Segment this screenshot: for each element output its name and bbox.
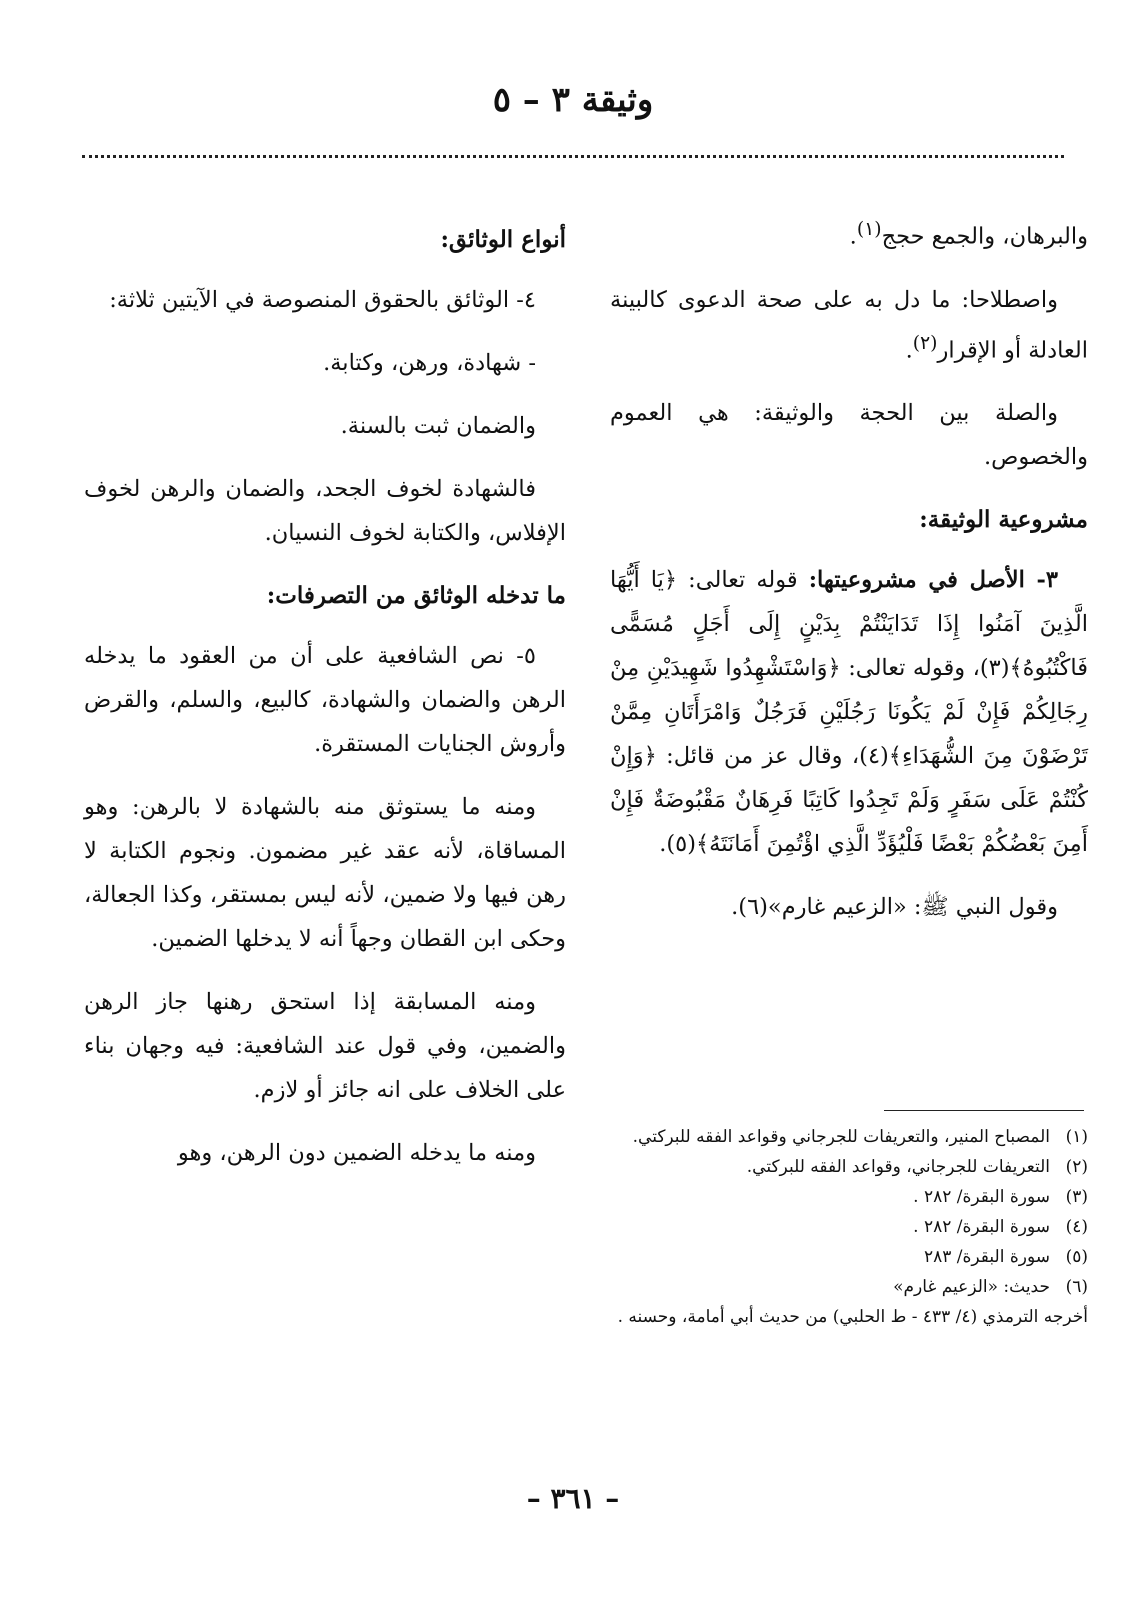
page-title: وثيقة ٣ – ٥: [492, 80, 654, 120]
quran-verses: قوله تعالى: ﴿يَا أَيُّهَا الَّذِينَ آمَنُوا إِذَا تَدَايَنْتُمْ بِدَيْنٍ إِلَى أَجَلٍ مُسَمًّى فَاكْتُبُوهُ﴾(٣)، وقوله تعالى: ﴿وَاسْتَشْهِدُوا شَهِيدَيْنِ مِنْ رِجَالِكُمْ فَإِنْ لَمْ يَكُونَا رَجُلَيْنِ فَرَجُلٌ وَامْرَأَتَانِ مِمَّنْ تَرْضَوْنَ مِنَ الشُّهَدَاءِ﴾(٤)، وقال عز من قائل: ﴿وَإِنْ كُنْتُمْ عَلَى سَفَرٍ وَلَمْ تَجِدُوا كَاتِبًا فَرِهَانٌ مَقْبُوضَةٌ فَإِنْ أَمِنَ بَعْضُكُمْ بَعْضًا فَلْيُؤَدِّ الَّذِي اؤْتُمِنَ أَمَانَتَهُ﴾(٥).: [610, 567, 1088, 857]
footnote-item: [610, 1242, 1088, 1272]
footnote-text: المصباح المنير، والتعريفات للجرجاني وقواعد الفقه للبركتي.: [632, 1127, 1050, 1147]
footnotes: [610, 1122, 1088, 1332]
paragraph-lead: ٣- الأصل في مشروعيتها:: [808, 567, 1058, 593]
paragraph: فالشهادة لخوف الجحد، والضمان والرهن لخوف الإفلاس، والكتابة لخوف النسيان.: [84, 476, 566, 546]
section-heading: مشروعية الوثيقة:: [919, 506, 1088, 533]
footnote-item: [610, 1122, 1088, 1152]
header-divider: [82, 155, 1064, 158]
footnote-number: (٢): [1065, 1157, 1088, 1177]
text: والبرهان، والجمع حجج: [881, 223, 1088, 250]
footnote-text: التعريفات للجرجاني، وقواعد الفقه للبركتي.: [746, 1157, 1050, 1177]
footnote-continuation: أخرجه الترمذي (٤/ ٤٣٣ - ط الحلبي) من حديث أبي أمامة، وحسنه .: [617, 1307, 1088, 1327]
page-number: – ٣٦١ –: [526, 1482, 620, 1515]
footnote-item: [610, 1182, 1088, 1212]
footnote-divider: [884, 1110, 1084, 1111]
section-heading: أنواع الوثائق:: [440, 226, 566, 253]
paragraph: [610, 278, 1088, 373]
right-column: [610, 208, 1088, 948]
footnote-ref[interactable]: (٢): [912, 332, 938, 354]
paragraph: ٥- نص الشافعية على أن من العقود ما يدخله الرهن والضمان والشهادة، كالبيع، والسلم، والقرض وأروش الجنايات المستقرة.: [84, 643, 566, 757]
text: .: [849, 223, 857, 250]
footnote-number: (٤): [1065, 1217, 1088, 1237]
footnote-item: [610, 1152, 1088, 1182]
paragraph: والضمان ثبت بالسنة.: [340, 413, 536, 439]
footnote-number: (٣): [1065, 1187, 1088, 1207]
footnote-number: (١): [1065, 1127, 1088, 1147]
footnote-number: (٦): [1065, 1277, 1088, 1297]
paragraph: [610, 208, 1088, 259]
footnote-item: [610, 1272, 1088, 1302]
footnote-item: [610, 1212, 1088, 1242]
text: واصطلاحا: ما دل به على صحة الدعوى كالبينة العادلة أو الإقرار: [610, 286, 1088, 363]
footnote-text: سورة البقرة/ ٢٨٢ .: [913, 1217, 1050, 1237]
paragraph: وقول النبي ﷺ: «الزعيم غارم»(٦).: [731, 894, 1058, 920]
paragraph: ومنه ما يستوثق منه بالشهادة لا بالرهن: وهو المساقاة، لأنه عقد غير مضمون. ونجوم الكتابة لا رهن فيها ولا ضمين، لأنه ليس بمستقر، وكذا الجعالة، وحكى ابن القطان وجهاً أنه لا يدخلها الضمين.: [84, 794, 566, 952]
text: .: [905, 337, 913, 363]
left-column: [84, 218, 566, 1194]
paragraph: - شهادة، ورهن، وكتابة.: [323, 350, 536, 376]
section-heading: ما تدخله الوثائق من التصرفات:: [266, 582, 566, 609]
paragraph: [610, 558, 1088, 866]
footnote-number: (٥): [1065, 1247, 1088, 1267]
footnote-text: حديث: «الزعيم غارم»: [893, 1277, 1050, 1297]
footnote-text: سورة البقرة/ ٢٨٣: [923, 1247, 1050, 1267]
paragraph: والصلة بين الحجة والوثيقة: هي العموم والخصوص.: [610, 400, 1088, 470]
footnote-ref[interactable]: (١): [856, 219, 882, 240]
paragraph: ومنه ما يدخله الضمين دون الرهن، وهو: [177, 1140, 536, 1166]
paragraph: ومنه المسابقة إذا استحق رهنها جاز الرهن والضمين، وفي قول عند الشافعية: فيه وجهان بناء على الخلاف على انه جائز أو لازم.: [84, 989, 566, 1103]
paragraph: ٤- الوثائق بالحقوق المنصوصة في الآيتين ثلاثة:: [109, 287, 536, 313]
footnote-text: سورة البقرة/ ٢٨٢ .: [913, 1187, 1050, 1207]
